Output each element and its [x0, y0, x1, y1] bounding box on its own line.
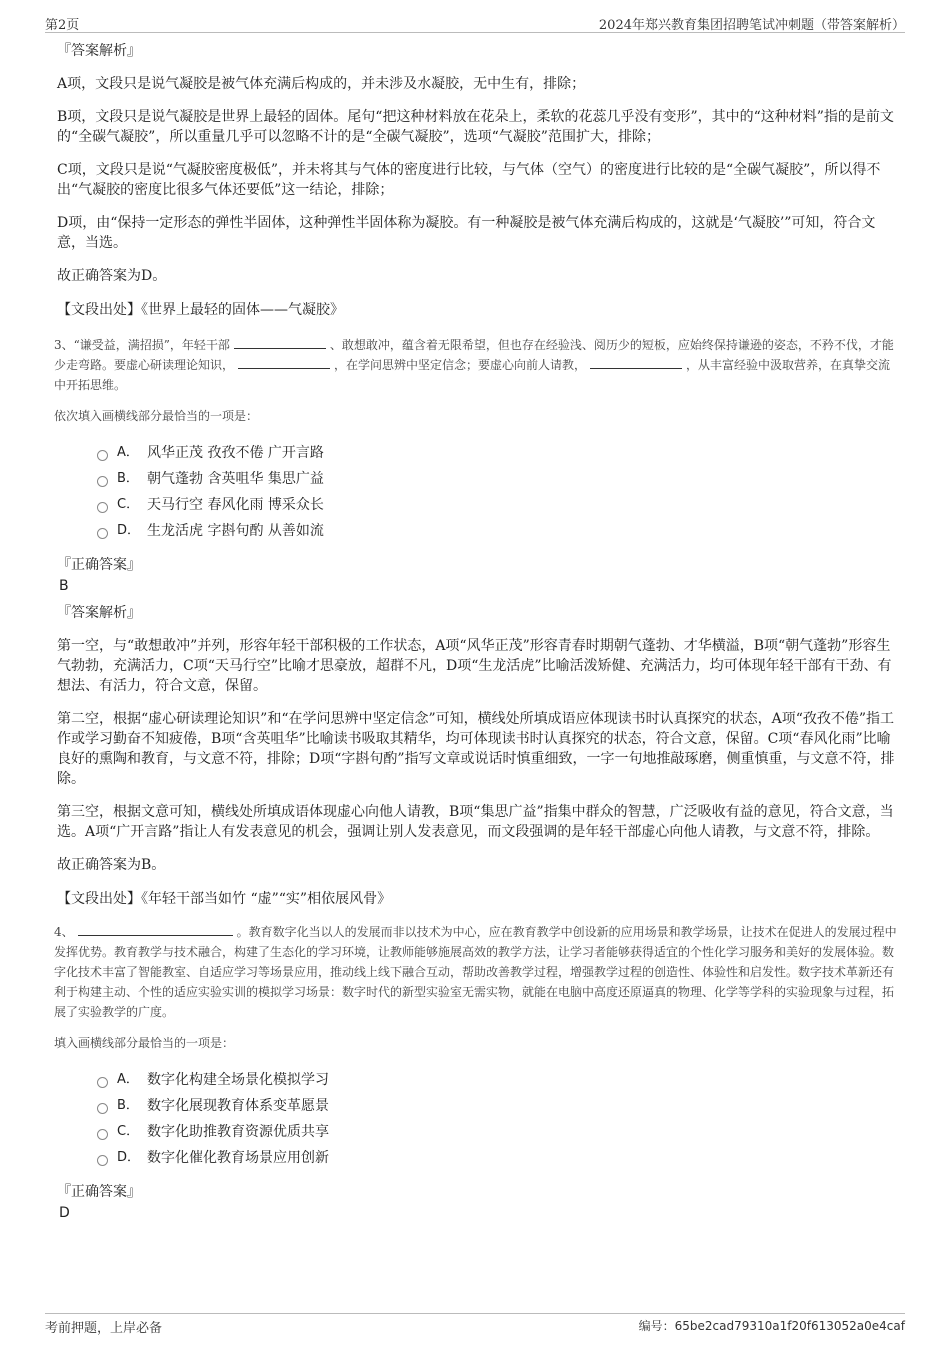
document-title: 2024年郑兴教育集团招聘笔试冲刺题（带答案解析）	[598, 18, 905, 33]
page-number: 第2页	[45, 18, 80, 33]
radio-icon[interactable]	[97, 1103, 108, 1114]
blank-line	[78, 923, 233, 936]
document-code: 编号：65be2cad79310a1f20f613052a0e4caf	[638, 1319, 905, 1333]
option-b[interactable]: B． 数字化展现教育体系变革愿景	[97, 1093, 897, 1119]
question-4	[54, 922, 897, 1051]
q4-options	[97, 1067, 897, 1171]
blank-line	[234, 336, 326, 349]
q3-options	[97, 440, 897, 544]
analysis-paragraph: 第二空，根据“虚心研读理论知识”和“在学问思辨中坚定信念”可知，横线处所填成语应体现读书时认真探究的状态，A项“孜孜不倦”指工作或学习勤奋不知疲倦，B项“含英咀华”比喻读书吸取其精华，均可体现读书时认真探究的状态，符合文意，保留。C项“春风化雨”比喻良好的熏陶和教育，与文意不符，排除；D项“字斟句酌”指写文章或说话时慎重细致，一字一句地推敲琢磨，侧重慎重，与文意不符，排除。	[57, 711, 895, 787]
blank-line	[238, 356, 330, 369]
option-d[interactable]: D． 生龙活虎 字斟句酌 从善如流	[97, 518, 897, 544]
analysis-paragraph: B项，文段只是说气凝胶是世界上最轻的固体。尾句“把这种材料放在花朵上，柔软的花蕊几乎没有变形”，其中的“这种材料”指的是前文的“全碳气凝胶”，所以重量几乎可以忽略不计的是“全碳气凝胶”，选项“气凝胶”范围扩大，排除；	[57, 109, 894, 145]
source-citation: 【文段出处】《世界上最轻的固体——气凝胶》	[57, 302, 344, 318]
correct-answer: B	[59, 578, 69, 594]
page-content	[54, 40, 897, 1229]
footer-slogan: 考前押题，上岸必备	[45, 1321, 163, 1336]
option-a[interactable]: A． 数字化构建全场景化模拟学习	[97, 1067, 897, 1093]
correct-answer-tag: 『正确答案』	[57, 1184, 141, 1200]
conclusion: 故正确答案为D。	[57, 268, 167, 284]
question-prompt: 填入画横线部分最恰当的一项是：	[54, 1036, 235, 1050]
page-footer	[45, 1313, 905, 1336]
analysis-tag: 『答案解析』	[57, 605, 141, 621]
correct-answer-tag: 『正确答案』	[57, 557, 141, 573]
radio-icon[interactable]	[97, 502, 108, 513]
source-citation: 【文段出处】《年轻干部当如竹 “虚”“实”相依展风骨》	[57, 891, 392, 907]
question-stem: 3、“谦受益，满招损”，年轻干部 、敢想敢冲，蕴含着无限希望，但也存在经验浅、阅历少的短板，应始终保持谦逊的姿态，不矜不伐，才能少走弯路。要虚心研读理论知识， ，在学问思辨中坚定信念；要虚心向前人请教， ，从丰富经验中汲取营养，在真挚交流中开拓思维。	[54, 338, 894, 392]
radio-icon[interactable]	[97, 1077, 108, 1088]
question-stem: 4、 。教育数字化当以人的发展而非以技术为中心，应在教育教学中创设新的应用场景和教学场景，让技术在促进人的发展过程中发挥优势。教育教学与技术融合，构建了生态化的学习环境，让教师能够施展高效的教学方法，让学习者能够获得适宜的个性化学习服务和美好的发展体验。数字化技术丰富了智能教室、自适应学习等场景应用，推动线上线下融合互动，帮助改善教学过程，增强教学过程的创造性、体验性和启发性。数字技术革新还有利于构建主动、个性的适应实验实训的模拟学习场景：数字时代的新型实验室无需实物，就能在电脑中高度还原逼真的物理、化学等学科的实验现象与过程，拓展了实验教学的广度。	[54, 925, 897, 1019]
analysis-tag: 『答案解析』	[57, 43, 141, 59]
blank-line	[590, 356, 682, 369]
option-c[interactable]: C． 数字化助推教育资源优质共享	[97, 1119, 897, 1145]
question-prompt: 依次填入画横线部分最恰当的一项是：	[54, 409, 259, 423]
radio-icon[interactable]	[97, 1129, 108, 1140]
correct-answer: D	[59, 1205, 70, 1221]
option-b[interactable]: B． 朝气蓬勃 含英咀华 集思广益	[97, 466, 897, 492]
option-c[interactable]: C． 天马行空 春风化雨 博采众长	[97, 492, 897, 518]
analysis-paragraph: 第三空，根据文意可知，横线处所填成语体现虚心向他人请教，B项“集思广益”指集中群众的智慧，广泛吸收有益的意见，符合文意，当选。A项“广开言路”指让人有发表意见的机会，强调让别人发表意见，而文段强调的是年轻干部虚心向他人请教，与文意不符，排除。	[57, 804, 894, 840]
option-a[interactable]: A． 风华正茂 孜孜不倦 广开言路	[97, 440, 897, 466]
radio-icon[interactable]	[97, 450, 108, 461]
radio-icon[interactable]	[97, 528, 108, 539]
question-3	[54, 335, 897, 424]
page-header	[45, 12, 905, 33]
analysis-paragraph: A项，文段只是说气凝胶是被气体充满后构成的，并未涉及水凝胶，无中生有，排除；	[57, 76, 586, 92]
analysis-paragraph: 第一空，与“敢想敢冲”并列，形容年轻干部积极的工作状态，A项“风华正茂”形容青春时期朝气蓬勃、才华横溢，B项“朝气蓬勃”形容生气勃勃，充满活力，C项“天马行空”比喻才思豪放，超群不凡，D项“生龙活虎”比喻活泼矫健、充满活力，均可体现年轻干部有干劲、有想法、有活力，符合文意，保留。	[57, 638, 892, 694]
q2-analysis	[57, 40, 897, 319]
radio-icon[interactable]	[97, 1155, 108, 1166]
analysis-paragraph: D项，由“保持一定形态的弹性半固体，这种弹性半固体称为凝胶。有一种凝胶是被气体充满后构成的，这就是‘气凝胶’”可知，符合文意，当选。	[57, 215, 876, 251]
analysis-paragraph: C项，文段只是说“气凝胶密度极低”，并未将其与气体的密度进行比较，与气体（空气）的密度进行比较的是“全碳气凝胶”，所以得不出“气凝胶的密度比很多气体还要低”这一结论，排除；	[57, 162, 881, 198]
conclusion: 故正确答案为B。	[57, 857, 166, 873]
radio-icon[interactable]	[97, 476, 108, 487]
option-d[interactable]: D． 数字化催化教育场景应用创新	[97, 1145, 897, 1171]
